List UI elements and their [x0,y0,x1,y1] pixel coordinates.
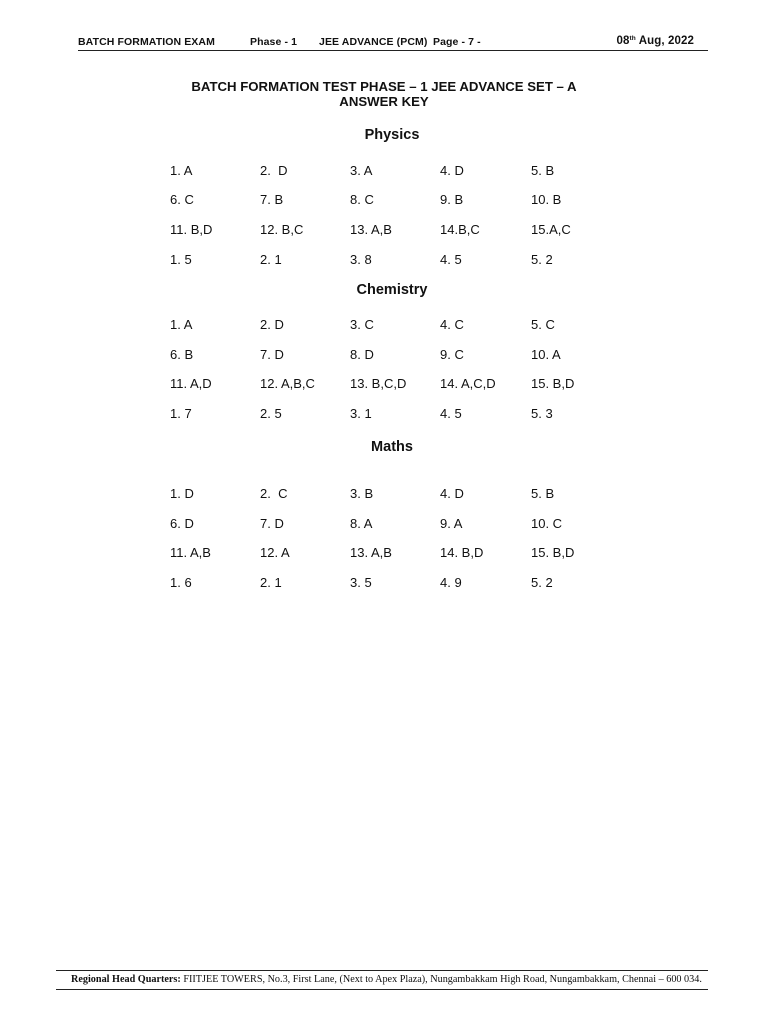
answer-cell: 2. 1 [260,252,282,267]
answer-cell: 2. 1 [260,575,282,590]
answer-row [170,222,630,238]
answer-cell: 3. A [350,163,373,178]
answer-cell: 15.A,C [531,222,571,237]
answer-cell: 3. 5 [350,575,372,590]
answer-cell: 3. 1 [350,406,372,421]
answer-row [170,516,630,532]
answer-cell: 8. D [350,347,374,362]
answer-cell: 4. 9 [440,575,462,590]
answer-row [170,192,630,208]
answer-row [170,347,630,363]
answer-cell: 6. D [170,516,194,531]
answer-cell: 4. 5 [440,406,462,421]
answer-cell: 15. B,D [531,376,575,391]
answer-cell: 1. D [170,486,194,501]
answer-cell: 2. C [260,486,288,501]
section-title-physics: Physics [364,127,420,143]
answer-cell: 9. C [440,347,464,362]
section-title-chemistry: Chemistry [356,282,428,298]
header-phase: Phase - 1 [250,36,298,48]
header-date-rest: Aug, 2022 [635,35,694,47]
answer-cell: 3. C [350,317,374,332]
header-exam-type: JEE ADVANCE (PCM) [319,36,428,48]
answer-cell: 5. 2 [531,575,553,590]
header-date-suffix: th [629,35,636,42]
footer-address: FIITJEE TOWERS, No.3, First Lane, (Next to Apex Plaza), Nungambakkam High Road, Nungambakkam, Chennai – 600 034. [180,974,702,985]
answer-cell: 13. A,B [350,545,392,560]
answer-cell: 3. B [350,486,374,501]
answer-cell: 12. A [260,545,290,560]
answer-cell: 5. 3 [531,406,553,421]
answer-cell: 15. B,D [531,545,575,560]
answer-cell: 3. 8 [350,252,372,267]
answer-row [170,575,630,591]
answer-cell: 6. C [170,192,194,207]
answer-cell: 9. A [440,516,463,531]
answer-cell: 5. B [531,486,555,501]
answer-cell: 12. A,B,C [260,376,315,391]
answer-row [170,545,630,561]
page-footer [56,970,708,990]
answer-cell: 14. A,C,D [440,376,496,391]
answer-cell: 11. B,D [170,222,213,237]
header-exam-name: BATCH FORMATION EXAM [78,36,215,48]
answer-cell: 2. D [260,163,288,178]
section-title-maths: Maths [371,439,413,455]
document-subtitle: ANSWER KEY [339,94,429,109]
footer-label: Regional Head Quarters: [71,974,181,985]
answer-row [170,376,630,392]
answer-cell: 1. 7 [170,406,192,421]
answer-cell: 10. A [531,347,561,362]
answer-cell: 13. A,B [350,222,392,237]
answer-cell: 8. C [350,192,374,207]
answer-cell: 2. D [260,317,284,332]
document-title: BATCH FORMATION TEST PHASE – 1 JEE ADVANCE SET – A [191,79,577,94]
answer-cell: 12. B,C [260,222,304,237]
answer-cell: 14. B,D [440,545,484,560]
answer-cell: 7. D [260,347,284,362]
answer-cell: 5. 2 [531,252,553,267]
header-date [617,35,694,47]
answer-cell: 1. A [170,317,193,332]
answer-row [170,163,630,179]
header-page-number: Page - 7 - [433,36,481,48]
answer-row [170,486,630,502]
answer-cell: 4. D [440,163,464,178]
answer-cell: 8. A [350,516,373,531]
answer-cell: 10. B [531,192,562,207]
answer-cell: 4. D [440,486,464,501]
answer-row [170,317,630,333]
answer-cell: 1. 5 [170,252,192,267]
answer-cell: 4. C [440,317,464,332]
answer-cell: 11. A,D [170,376,212,391]
answer-cell: 10. C [531,516,563,531]
header-date-day: 08 [616,35,630,47]
answer-cell: 7. D [260,516,284,531]
answer-cell: 6. B [170,347,194,362]
answer-row [170,406,630,422]
page-header [78,34,708,51]
answer-cell: 11. A,B [170,545,211,560]
answer-cell: 14.B,C [440,222,480,237]
answer-cell: 4. 5 [440,252,462,267]
answer-cell: 1. A [170,163,193,178]
answer-cell: 2. 5 [260,406,282,421]
answer-cell: 7. B [260,192,284,207]
answer-cell: 5. C [531,317,555,332]
answer-cell: 9. B [440,192,464,207]
answer-row [170,252,630,268]
answer-cell: 13. B,C,D [350,376,407,391]
answer-cell: 5. B [531,163,555,178]
answer-cell: 1. 6 [170,575,192,590]
